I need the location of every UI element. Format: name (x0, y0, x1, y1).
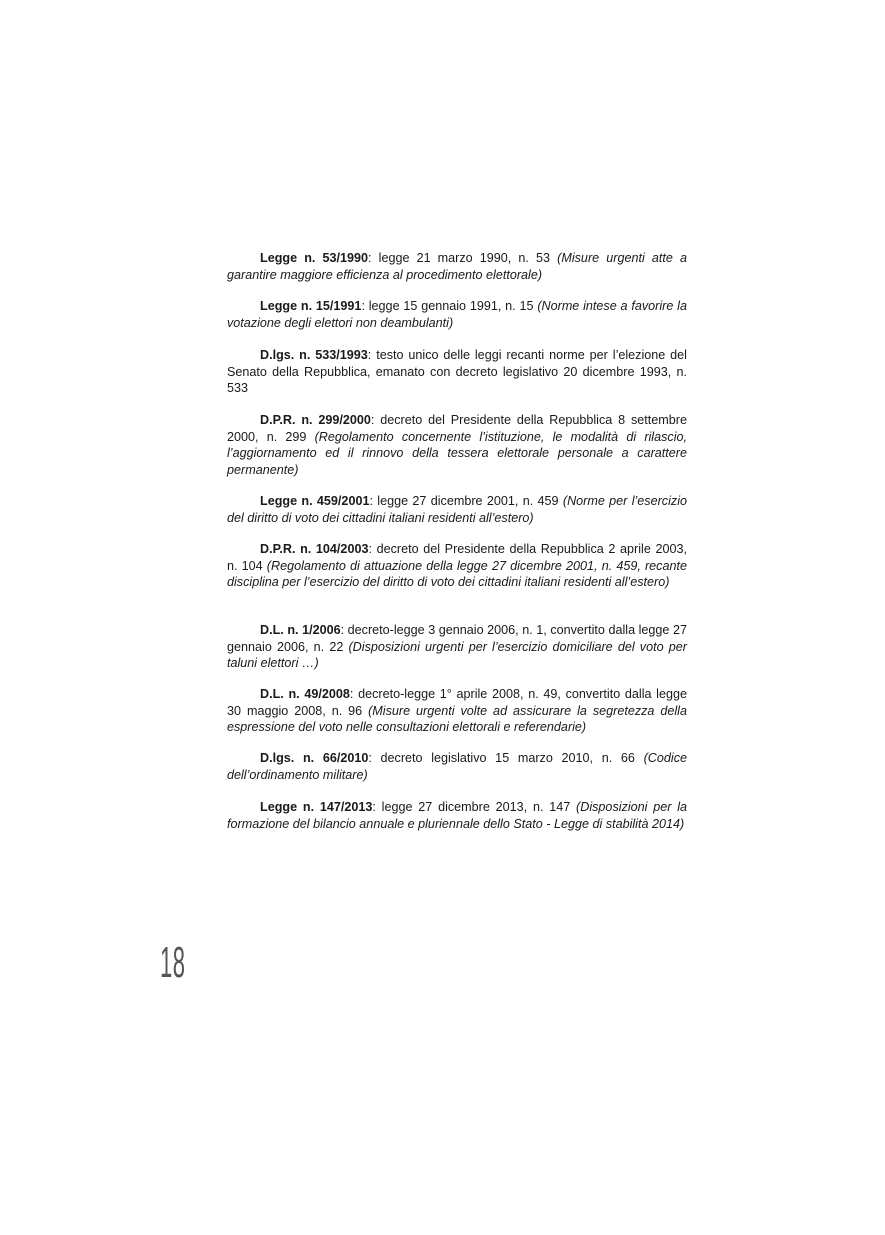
law-desc: : testo unico delle leggi recanti norme per l’elezione del Senato della Repubblica, emanato con decreto legislativo 20 dicembre 1993, n. 533 (227, 348, 687, 396)
law-title: (Disposizioni urgenti per l’esercizio domiciliare del voto per taluni elettori …) (227, 639, 687, 671)
law-ref: D.L. n. 1/2006 (260, 623, 341, 637)
law-entry (227, 298, 687, 331)
law-title: (Norme intese a favorire la votazione degli elettori non deambulanti) (227, 299, 687, 330)
law-ref: Legge n. 147/2013 (260, 800, 373, 814)
law-title: (Norme per l’esercizio del diritto di voto dei cittadini italiani residenti all’estero) (227, 494, 687, 525)
law-title: (Disposizioni per la formazione del bilancio annuale e pluriennale dello Stato - Legge di stabilità 2014) (227, 800, 688, 831)
law-desc: : legge 27 dicembre 2001, n. 459 (369, 494, 563, 508)
law-ref: D.P.R. n. 104/2003 (260, 542, 369, 556)
law-desc: : decreto del Presidente della Repubblica 2 aprile 2003, n. 104 (227, 542, 687, 573)
law-entry (227, 750, 687, 783)
law-entry (227, 493, 687, 526)
law-ref: D.lgs. n. 66/2010 (260, 751, 369, 765)
law-desc: : legge 21 marzo 1990, n. 53 (368, 251, 558, 265)
law-title: (Regolamento concernente l’istituzione, le modalità di rilascio, l’aggiornamento ed il rinnovo della tessera elettorale personale a carattere permanente) (227, 429, 688, 477)
law-entry (227, 250, 687, 283)
law-desc: : decreto del Presidente della Repubblica 8 settembre 2000, n. 299 (227, 413, 687, 444)
law-entry (227, 799, 687, 832)
law-ref: Legge n. 53/1990 (260, 251, 369, 265)
law-desc: : decreto legislativo 15 marzo 2010, n. 66 (368, 751, 644, 765)
law-ref: D.L. n. 49/2008 (260, 687, 350, 701)
law-entry (227, 622, 687, 672)
law-desc: : decreto-legge 1° aprile 2008, n. 49, convertito dalla legge 30 maggio 2008, n. 96 (227, 687, 687, 718)
law-ref: Legge n. 15/1991 (260, 299, 362, 313)
law-desc: : legge 15 gennaio 1991, n. 15 (361, 299, 538, 313)
law-title: (Codice dell’ordinamento militare) (227, 751, 687, 782)
law-ref: Legge n. 459/2001 (260, 494, 370, 508)
law-desc: : decreto-legge 3 gennaio 2006, n. 1, convertito dalla legge 27 gennaio 2006, n. 22 (227, 623, 687, 654)
page-number: 18 (160, 938, 186, 987)
law-entry (227, 686, 687, 736)
law-title: (Misure urgenti volte ad assicurare la segretezza della espressione del voto nelle consultazioni elettorali e referendarie) (227, 703, 687, 735)
law-entry (227, 541, 687, 591)
law-title: (Regolamento di attuazione della legge 27 dicembre 2001, n. 459, recante disciplina per l’esercizio del diritto di voto dei cittadini italiani residenti all’estero) (227, 558, 687, 590)
law-entry (227, 412, 687, 478)
law-desc: : legge 27 dicembre 2013, n. 147 (372, 800, 577, 814)
law-title: (Misure urgenti atte a garantire maggiore efficienza al procedimento elettorale) (227, 251, 687, 282)
law-ref: D.lgs. n. 533/1993 (260, 348, 368, 362)
law-ref: D.P.R. n. 299/2000 (260, 413, 371, 427)
law-entry (227, 347, 687, 397)
